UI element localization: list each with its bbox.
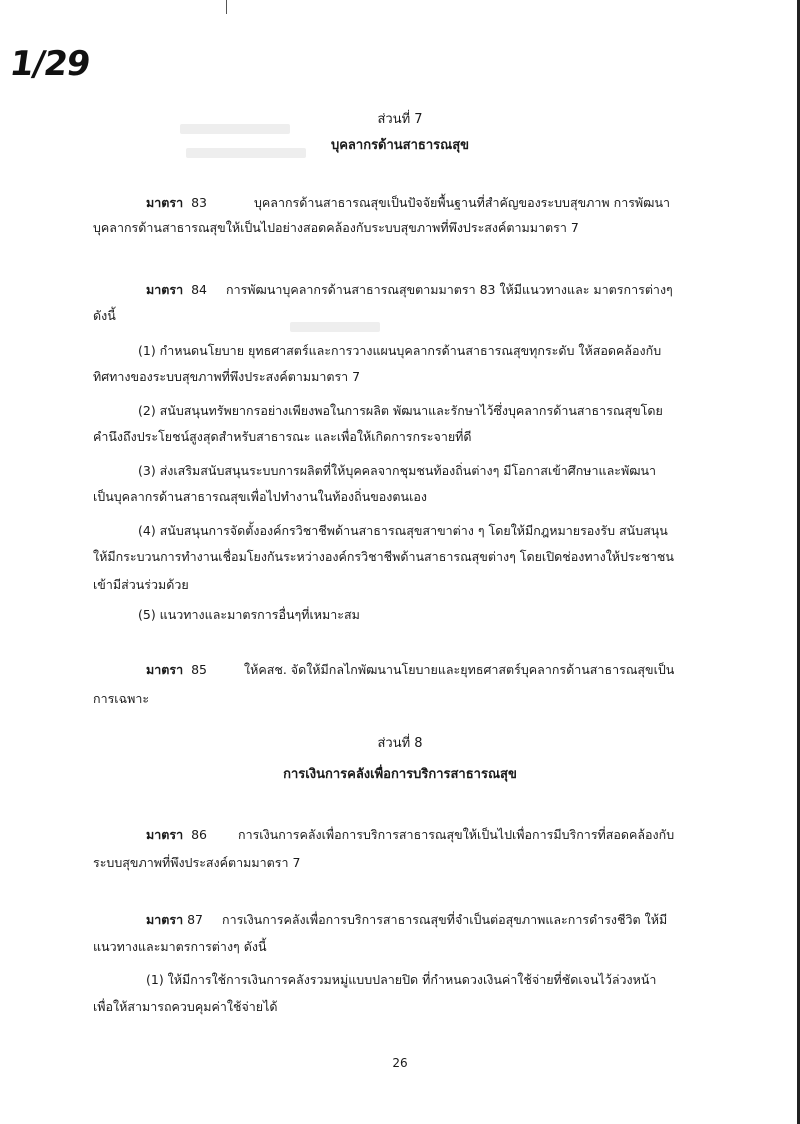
section-84-line-1: การพัฒนาบุคลากรด้านสาธารณสุขตามมาตรา 83 ให้มีแนวทางและ มาตรการต่างๆ <box>226 282 673 297</box>
item-84-4-line-2: ให้มีกระบวนการทำงานเชื่อมโยงกันระหว่างองค์กรวิชาชีพด้านสาธารณสุขต่างๆ โดยเปิดช่องทางให้ประชาชน <box>93 549 674 564</box>
item-87-1-line-2: เพื่อให้สามารถควบคุมค่าใช้จ่ายได้ <box>93 999 278 1014</box>
part7-title: ส่วนที่ 7 <box>377 112 423 127</box>
part7-subtitle: บุคลากรด้านสาธารณสุข <box>330 138 470 153</box>
section-83-heading <box>146 193 207 213</box>
section-number: 85 <box>191 662 207 677</box>
item-84-1-line-1: (1) กำหนดนโยบาย ยุทธศาสตร์และการวางแผนบุคลากรด้านสาธารณสุขทุกระดับ ให้สอดคล้องกับ <box>138 343 662 358</box>
item-84-2-line-1: (2) สนับสนุนทรัพยากรอย่างเพียงพอในการผลิต พัฒนาและรักษาไว้ซึ่งบุคลากรด้านสาธารณสุขโดย <box>138 403 663 418</box>
item-84-1-line-2: ทิศทางของระบบสุขภาพที่พึงประสงค์ตามมาตรา 7 <box>93 369 361 384</box>
item-84-2-line-2: คำนึงถึงประโยชน์สูงสุดสำหรับสาธารณะ และเพื่อให้เกิดการกระจายที่ดี <box>93 429 472 444</box>
section-label: มาตรา <box>146 912 184 927</box>
scan-mark <box>226 0 227 14</box>
item-84-4-line-1: (4) สนับสนุนการจัดตั้งองค์กรวิชาชีพด้านสาธารณสุขสาขาต่าง ๆ โดยให้มีกฎหมายรองรับ สนับสนุน <box>138 523 668 538</box>
section-87-line-1: การเงินการคลังเพื่อการบริการสาธารณสุขที่จำเป็นต่อสุขภาพและการดำรงชีวิต ให้มี <box>222 912 668 927</box>
section-number: 84 <box>191 282 207 297</box>
page-number: 26 <box>392 1056 408 1070</box>
part8-subtitle: การเงินการคลังเพื่อการบริการสาธารณสุข <box>283 767 517 782</box>
section-84-line-2: ดังนี้ <box>93 308 116 323</box>
section-86-line-1: การเงินการคลังเพื่อการบริการสาธารณสุขให้เป็นไปเพื่อการมีบริการที่สอดคล้องกับ <box>238 827 675 842</box>
item-84-3-line-1: (3) ส่งเสริมสนับสนุนระบบการผลิตที่ให้บุคคลจากชุมชนท้องถิ่นต่างๆ มีโอกาสเข้าศึกษาและพัฒนา <box>138 463 657 478</box>
section-84-heading <box>146 280 207 300</box>
section-label: มาตรา <box>146 662 184 677</box>
scan-smudge <box>290 322 380 332</box>
item-87-1-line-1: (1) ให้มีการใช้การเงินการคลังรวมหมู่แบบปลายปิด ที่กำหนดวงเงินค่าใช้จ่ายที่ชัดเจนไว้ล่วงหน้า <box>146 972 657 987</box>
section-86-line-2: ระบบสุขภาพที่พึงประสงค์ตามมาตรา 7 <box>93 855 301 870</box>
section-label: มาตรา <box>146 195 184 210</box>
section-number: 83 <box>191 195 207 210</box>
section-85-line-2: การเฉพาะ <box>93 691 150 706</box>
handwritten-page-note: 1/29 <box>7 44 93 84</box>
section-87-heading <box>146 910 203 930</box>
section-85-heading <box>146 660 207 680</box>
section-number: 87 <box>187 912 203 927</box>
section-86-heading <box>146 825 207 845</box>
part8-title: ส่วนที่ 8 <box>377 736 423 751</box>
section-85-line-1: ให้คสช. จัดให้มีกลไกพัฒนานโยบายและยุทธศาสตร์บุคลากรด้านสาธารณสุขเป็น <box>244 662 675 677</box>
item-84-3-line-2: เป็นบุคลากรด้านสาธารณสุขเพื่อไปทำงานในท้องถิ่นของตนเอง <box>93 489 427 504</box>
item-84-5: (5) แนวทางและมาตรการอื่นๆที่เหมาะสม <box>138 607 360 622</box>
item-84-4-line-3: เข้ามีส่วนร่วมด้วย <box>93 577 189 592</box>
section-label: มาตรา <box>146 827 184 842</box>
section-83-line-1: บุคลากรด้านสาธารณสุขเป็นปัจจัยพื้นฐานที่สำคัญของระบบสุขภาพ การพัฒนา <box>254 195 671 210</box>
section-label: มาตรา <box>146 282 184 297</box>
section-83-line-2: บุคลากรด้านสาธารณสุขให้เป็นไปอย่างสอดคล้องกับระบบสุขภาพที่พึงประสงค์ตามมาตรา 7 <box>93 220 579 235</box>
section-number: 86 <box>191 827 207 842</box>
section-87-line-2: แนวทางและมาตรการต่างๆ ดังนี้ <box>93 939 267 954</box>
